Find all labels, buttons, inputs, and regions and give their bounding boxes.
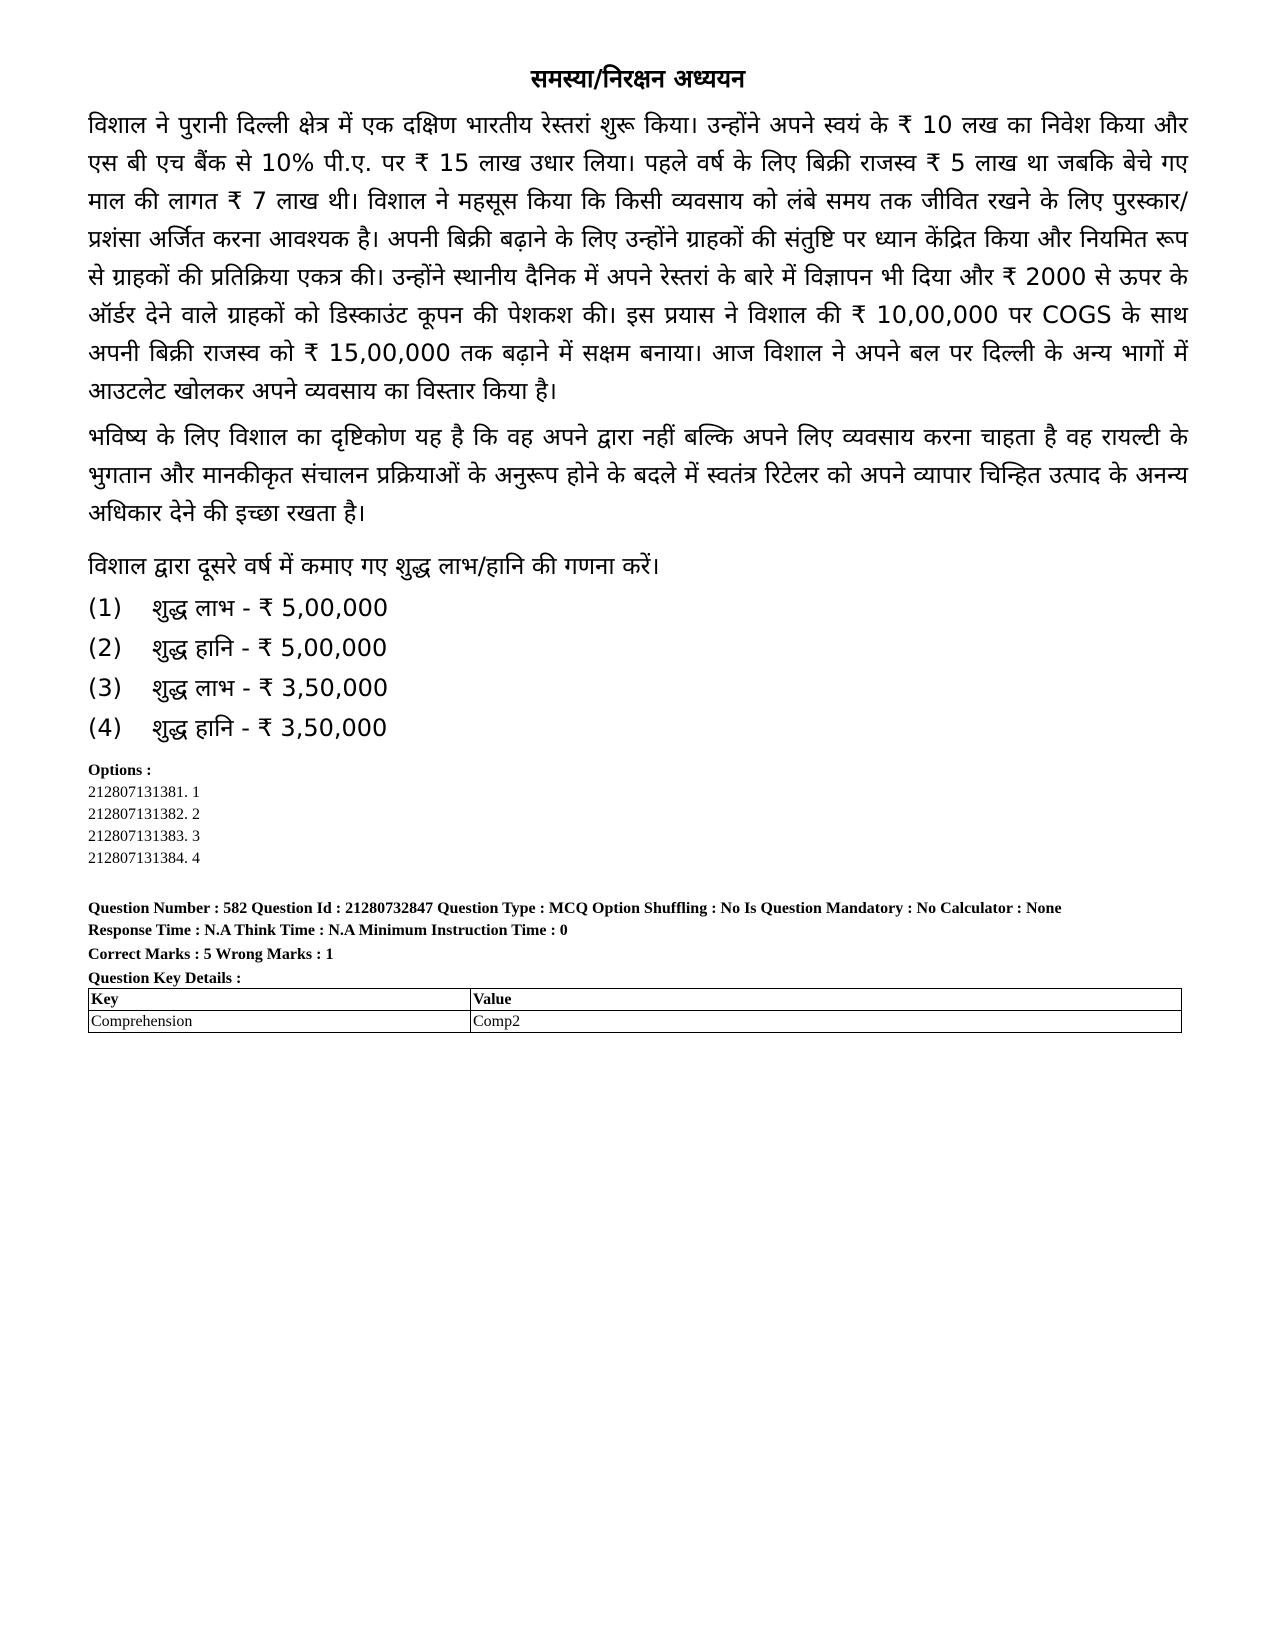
choice-text: शुद्ध लाभ - ₹ 3,50,000 [152, 674, 389, 702]
choice-text: शुद्ध हानि - ₹ 5,00,000 [152, 634, 388, 662]
key-details-table [88, 988, 1182, 1033]
table-header-row [89, 989, 1182, 1011]
option-item: 212807131381. 1 [88, 784, 200, 801]
question-info-line-2: Response Time : N.A Think Time : N.A Minimum Instruction Time : 0 [88, 922, 568, 939]
options-list [88, 782, 200, 870]
cell-value: Comp2 [471, 1011, 1182, 1033]
question-title: समस्या/निरक्षन अध्ययन [530, 64, 746, 93]
choice-number: (3) [88, 674, 122, 702]
option-item: 212807131384. 4 [88, 850, 200, 867]
marks-line: Correct Marks : 5 Wrong Marks : 1 [88, 946, 334, 963]
option-item: 212807131382. 2 [88, 806, 200, 823]
options-block [88, 760, 200, 870]
cell-key: Comprehension [89, 1011, 471, 1033]
choice-3 [88, 668, 1188, 708]
case-paragraph-2: भविष्य के लिए विशाल का दृष्टिकोण यह है कि वह अपने द्वारा नहीं बल्कि अपने लिए व्यवसाय करना चाहता है वह रायल्टी के भुगतान और मानकीकृत संचालन प्रक्रियाओं के अनुरूप होने के बदले में स्वतंत्र रिटेलर को अपने व्यापार चिन्हित उत्पाद के अनन्य अधिकार देने की इच्छा रखता है। [88, 423, 1188, 527]
header-key: Key [89, 989, 471, 1011]
question-info-line-1: Question Number : 582 Question Id : 21280732847 Question Type : MCQ Option Shuffling : No Is Question Mandatory : No Calculator : None [88, 900, 1062, 917]
options-label: Options : [88, 762, 152, 779]
choice-number: (2) [88, 634, 122, 662]
key-details-label: Question Key Details : [88, 970, 242, 987]
header-value: Value [471, 989, 1182, 1011]
question-prompt: विशाल द्वारा दूसरे वर्ष में कमाए गए शुद्ध लाभ/हानि की गणना करें। [88, 552, 660, 580]
choice-1 [88, 588, 1188, 628]
table-row [89, 1011, 1182, 1033]
question-image [88, 62, 1188, 748]
choice-text: शुद्ध लाभ - ₹ 5,00,000 [152, 594, 389, 622]
choice-text: शुद्ध हानि - ₹ 3,50,000 [152, 714, 388, 742]
choice-number: (4) [88, 714, 122, 742]
question-info [88, 898, 1188, 990]
case-paragraph-1: विशाल ने पुरानी दिल्ली क्षेत्र में एक दक्षिण भारतीय रेस्तरां शुरू किया। उन्होंने अपने स्वयं के ₹ 10 लख का निवेश किया और एस बी एच बैंक से 10% पी.ए. पर ₹ 15 लाख उधार लिया। पहले वर्ष के लिए बिक्री राजस्व ₹ 5 लाख था जबकि बेचे गए माल की लागत ₹ 7 लाख थी। विशाल ने महसूस किया कि किसी व्यवसाय को लंबे समय तक जीवित रखने के लिए पुरस्कार/प्रशंसा अर्जित करना आवश्यक है। अपनी बिक्री बढ़ाने के लिए उन्होंने ग्राहकों की संतुष्टि पर ध्यान केंद्रित किया और नियमित रूप से ग्राहकों की प्रतिक्रिया एकत्र की। उन्होंने स्थानीय दैनिक में अपने रेस्तरां के बारे में विज्ञापन भी दिया और ₹ 2000 से ऊपर के ऑर्डर देने वाले ग्राहकों को डिस्काउंट कूपन की पेशकश की। इस प्रयास ने विशाल की ₹ 10,00,000 पर COGS के साथ अपनी बिक्री राजस्व को ₹ 15,00,000 तक बढ़ाने में सक्षम बनाया। आज विशाल ने अपने बल पर दिल्ली के अन्य भागों में आउटलेट खोलकर अपने व्यवसाय का विस्तार किया है। [88, 111, 1188, 405]
choice-number: (1) [88, 594, 122, 622]
option-item: 212807131383. 3 [88, 828, 200, 845]
choice-4 [88, 708, 1188, 748]
choice-2 [88, 628, 1188, 668]
